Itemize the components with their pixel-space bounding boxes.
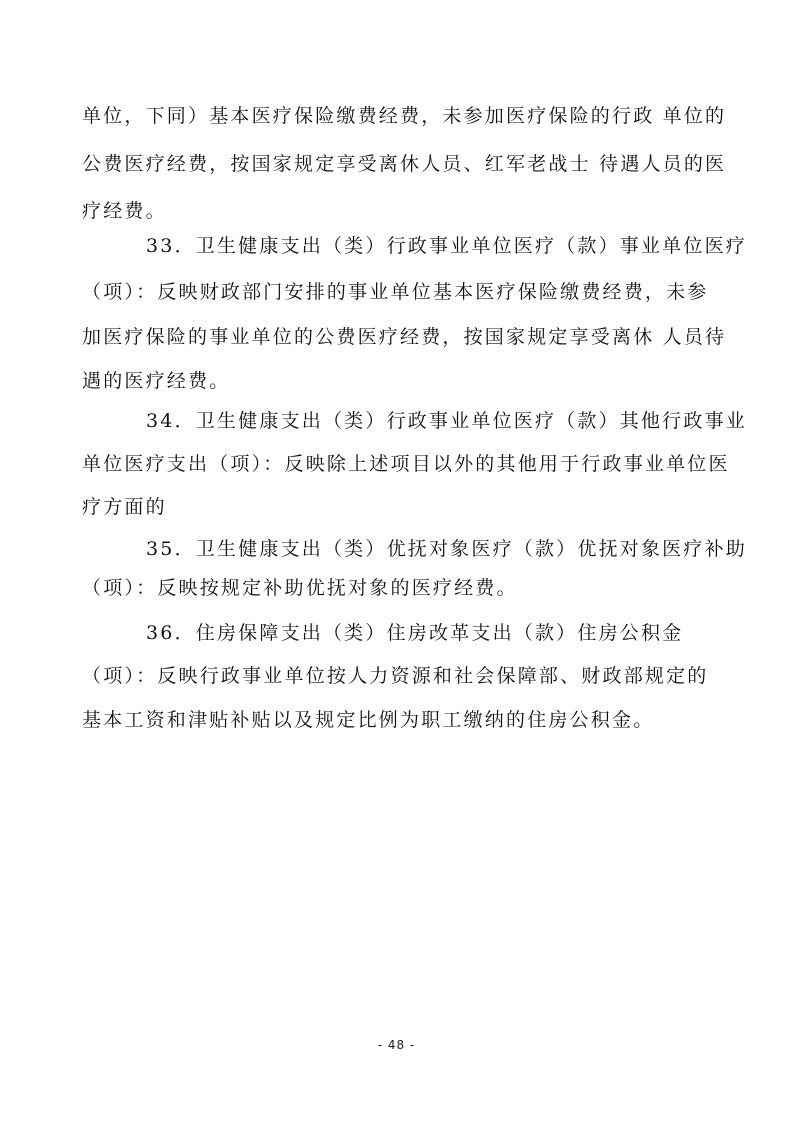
- paragraph-36-start: 36．住房保障支出（类）住房改革支出（款）住房公积金: [146, 622, 684, 644]
- text-line: 疗方面的: [82, 496, 167, 518]
- text-line: 单位医疗支出（项）：反映除上述项目以外的其他用于行政事业单位医: [82, 453, 730, 475]
- paragraph-35-start: 35．卫生健康支出（类）优抚对象医疗（款）优抚对象医疗补助: [146, 538, 747, 560]
- paragraph-33-start: 33．卫生健康支出（类）行政事业单位医疗（款）事业单位医疗: [146, 235, 747, 257]
- text-line: 基本工资和津贴补贴以及规定比例为职工缴纳的住房公积金。: [82, 709, 655, 731]
- text-line: 遇的医疗经费。: [82, 370, 231, 392]
- page-number: - 48 -: [377, 1038, 416, 1052]
- text-line: （项）：反映财政部门安排的事业单位基本医疗保险缴费经费，未参: [82, 281, 709, 303]
- text-line: （项）：反映行政事业单位按人力资源和社会保障部、财政部规定的: [82, 665, 709, 687]
- text-line: （项）：反映按规定补助优抚对象的医疗经费。: [82, 577, 518, 599]
- text-line: 加医疗保险的事业单位的公费医疗经费，按国家规定享受离休 人员待: [82, 326, 727, 348]
- text-line: 单位，下同）基本医疗保险缴费经费，未参加医疗保险的行政 单位的: [82, 105, 727, 127]
- text-line: 疗经费。: [82, 200, 167, 222]
- paragraph-34-start: 34．卫生健康支出（类）行政事业单位医疗（款）其他行政事业: [146, 410, 747, 432]
- text-line: 公费医疗经费，按国家规定享受离休人员、红军老战士 待遇人员的医: [82, 153, 727, 175]
